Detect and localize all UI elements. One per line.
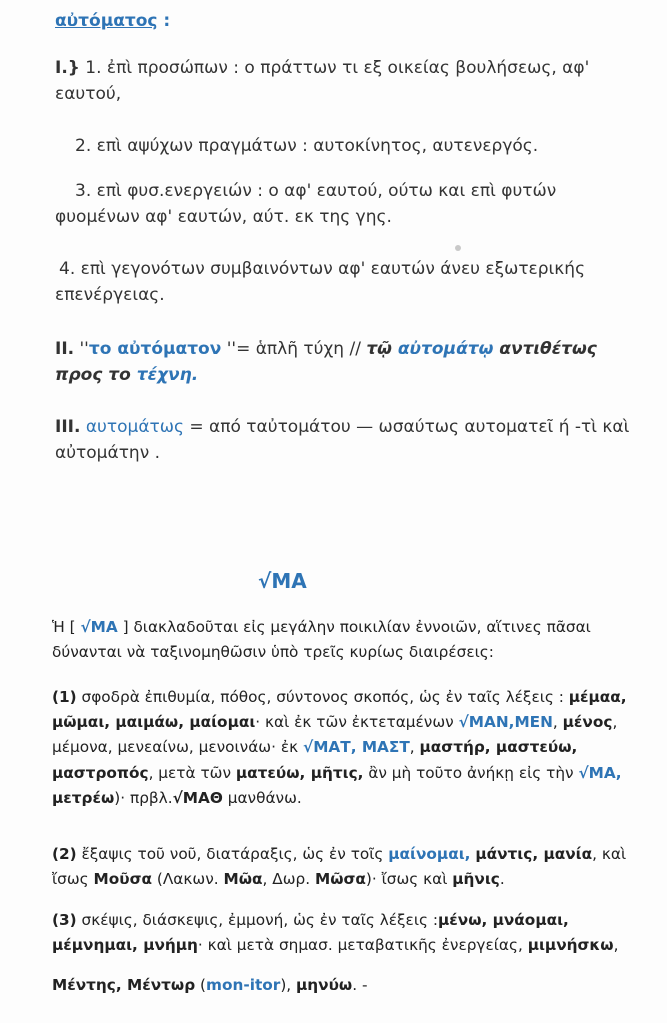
- roman-numeral-iii: III.: [55, 417, 81, 437]
- bold-term: μηνύω: [296, 976, 353, 994]
- bold-term: μέμαα, μῶμαι, μαιμάω, μαίομαι: [52, 688, 627, 732]
- division-1: [52, 685, 644, 811]
- root-heading: √ΜΑ: [258, 569, 307, 593]
- text-run: σφοδρὰ ἐπιθυμία, πόθος, σύντονος σκοπός, ὡς ἐν ταῖς λέξεις :: [76, 688, 569, 706]
- bold-term: Μῶα: [223, 870, 263, 889]
- bold-term: μαστήρ, μαστεύω, μαστροπός: [52, 738, 578, 782]
- sense-2: [55, 336, 635, 389]
- roman-numeral-ii: II.: [55, 339, 75, 359]
- bold-term: μῆνις: [452, 870, 500, 889]
- headword: αὐτόματος: [55, 11, 158, 31]
- root-ref: μαίνομαι,: [388, 845, 471, 863]
- title-colon: :: [157, 11, 171, 31]
- term-techne: τέχνη.: [136, 365, 199, 386]
- sense-1-1-text: 1. ἐπὶ προσώπων : ο πράττων τι εξ οικείας βουλήσεως, αφ' εαυτού,: [55, 58, 590, 105]
- speck: [455, 245, 461, 251]
- text-run: (Λακων.: [152, 870, 224, 889]
- text-run: ἂν μὴ τοῦτο ἀνήκῃ εἰς τὴν: [363, 763, 579, 782]
- division-3: [52, 908, 644, 958]
- sense-2-text: ''= ἁπλῆ τύχη //: [221, 339, 367, 359]
- intro-start: Ἡ [: [52, 618, 81, 636]
- text-run: ἔξαψις τοῦ νοῦ, διατάραξις, ὡς ἐν τοῖς: [76, 845, 389, 863]
- text-run: )· πρβλ.: [114, 788, 173, 807]
- text-run: σκέψις, διάσκεψις, ἐμμονή, ὡς ἐν ταῖς λέξεις :: [76, 911, 438, 929]
- latin-cognate: mon-itor: [206, 976, 281, 994]
- text-run: μανθάνω.: [222, 788, 302, 807]
- bold-term: Μοῦσα: [93, 870, 153, 889]
- term-automatos-adverb: αυτομάτως: [85, 417, 184, 437]
- bold-term: μένω, μνάομαι, μέμνημαι, μνήμη: [52, 911, 569, 955]
- dative-article: τῷ: [366, 339, 398, 359]
- sense-1-3: 3. επὶ φυσ.ενεργειών : ο αφ' εαυτού, ούτω και επὶ φυτών φυομένων αφ' εαυτών, αύτ. εκ της γης.: [55, 181, 557, 228]
- intro-rest: ] διακλαδοῦται εἰς μεγάλην ποικιλίαν ἐννοιῶν, αἵτινες πᾶσαι δύνανται νὰ ταξινομηθῶσιν ὑπὸ τρεῖς κυρίως διαιρέσεις:: [52, 618, 591, 662]
- division-3-cont: [52, 973, 644, 998]
- dative-term: αὐτομάτῳ: [397, 339, 494, 359]
- quote-open: '': [74, 339, 89, 359]
- bold-term: μάντις, μανία: [475, 845, 593, 863]
- text-run: (: [195, 976, 207, 994]
- division-1-num: (1): [52, 688, 77, 706]
- text-run: ),: [280, 976, 297, 994]
- root-ref: √ΜΑΤ, ΜΑΣΤ: [303, 738, 410, 757]
- division-2: [52, 842, 644, 892]
- bold-term: √ΜΑΘ: [172, 788, 223, 807]
- sense-3: [55, 414, 635, 467]
- root-intro: [52, 615, 642, 665]
- text-run: . -: [352, 976, 368, 994]
- division-3-num: (3): [52, 911, 77, 929]
- root-ref: √ΜΑΝ,ΜΕΝ: [458, 713, 553, 732]
- entry-title: [55, 8, 170, 34]
- text-run: ,: [613, 936, 619, 955]
- text-run: , μετὰ τῶν: [148, 763, 236, 782]
- sense-3-text: = από ταὐτομάτου — ωσαύτως αυτοματεῖ ή -τὶ καὶ αὐτομάτην .: [55, 417, 630, 464]
- bold-term: ματεύω, μῆτις,: [235, 763, 364, 782]
- bold-term: Μῶσα: [314, 870, 366, 889]
- bold-term: μιμνήσκω: [527, 936, 614, 955]
- text-run: , μέμονα, μενεαίνω, μενοινάω· ἐκ: [52, 713, 618, 757]
- term-to-automaton: το αὐτόματον: [88, 339, 222, 359]
- text-run: ,: [552, 713, 563, 732]
- roman-numeral-i: I.}: [55, 58, 80, 78]
- text-run: , Δωρ.: [262, 870, 315, 889]
- division-2-num: (2): [52, 845, 77, 863]
- text-run: · καὶ ἐκ τῶν ἐκτεταμένων: [255, 713, 459, 732]
- sense-1-1: [55, 55, 635, 108]
- text-run: .: [499, 870, 505, 889]
- root-ref: √ΜΑ,: [578, 763, 622, 782]
- bold-term: μετρέω: [52, 788, 115, 807]
- bold-term: μένος: [562, 713, 613, 732]
- sense-1-4: 4. επὶ γεγονότων συμβαινόντων αφ' εαυτών άνευ εξωτερικής επενέργειας.: [55, 259, 586, 306]
- sense-1-2: 2. επὶ αψύχων πραγμάτων : αυτοκίνητος, αυτενεργός.: [75, 136, 539, 156]
- text-run: · καὶ μετὰ σημασ. μεταβατικῆς ἐνεργείας,: [197, 936, 528, 955]
- text-run: ,: [409, 738, 420, 757]
- intro-root: √ΜΑ: [80, 618, 118, 636]
- dative-rest: αντιθέτως προς το: [55, 339, 597, 386]
- text-run: )· ἴσως καὶ: [365, 870, 453, 889]
- bold-term: Μέντης, Μέντωρ: [52, 976, 196, 994]
- text-run: , καὶ ἴσως: [52, 845, 627, 889]
